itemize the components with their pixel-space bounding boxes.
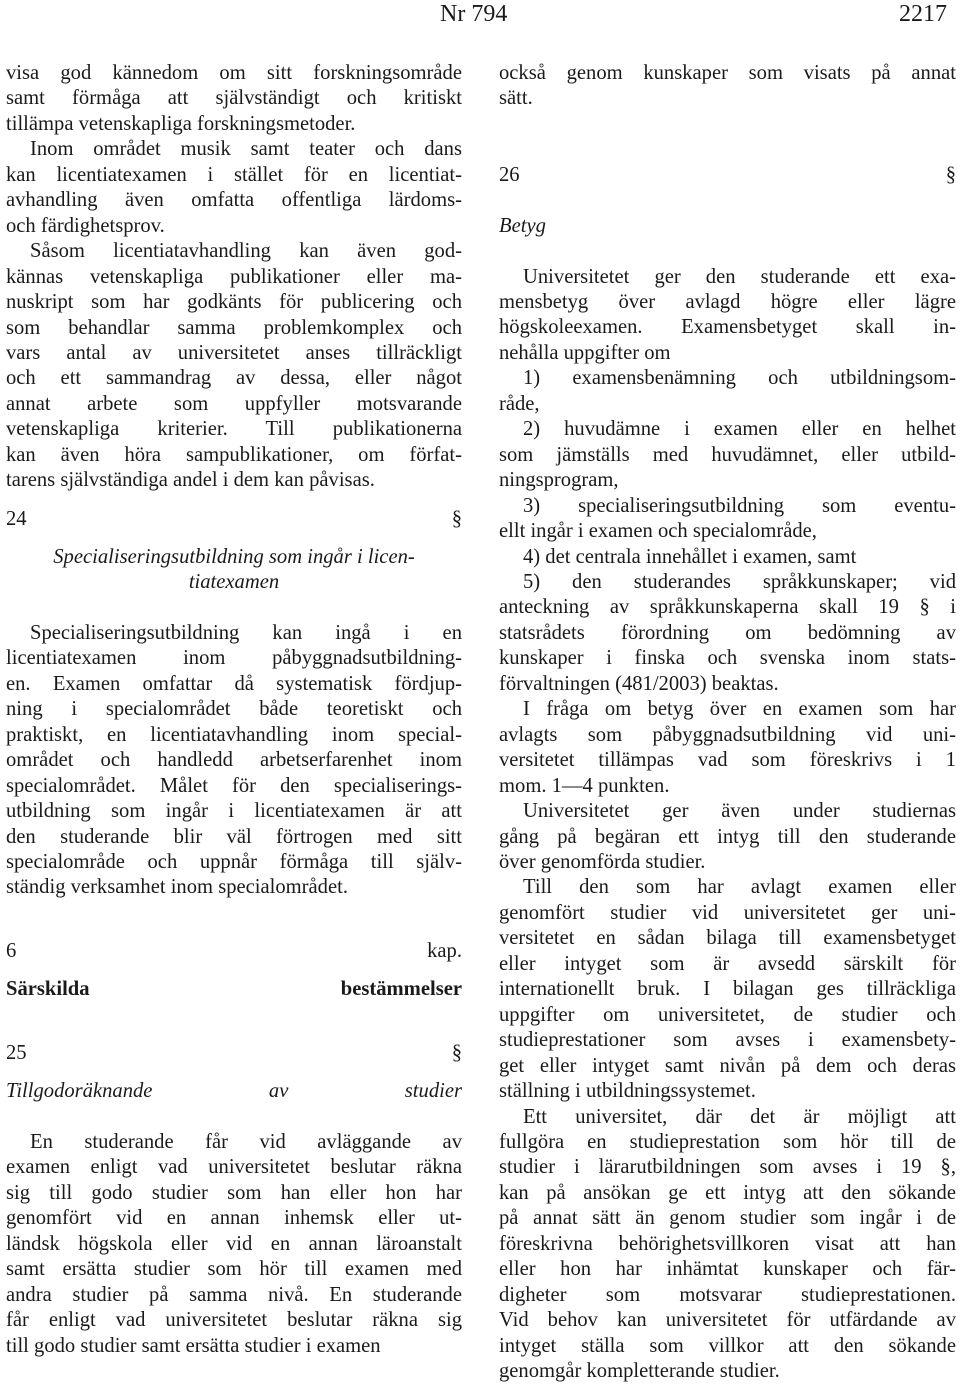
text-line: Universitetet ger även under studiernas xyxy=(523,800,956,823)
text-line: Ett universitet, där det är möjligt att xyxy=(523,1105,956,1128)
text-line: området och handledd arbetserfarenhet inom xyxy=(6,749,462,772)
text-line: som behandlar samma problemkomplex och xyxy=(6,316,462,339)
text-line: studier i lärarutbildningen som avses i 19 §, xyxy=(499,1156,956,1179)
text-line: till godo studier samt ersätta studier i examen xyxy=(6,1334,381,1357)
text-line: och ett sammandrag av dessa, eller något xyxy=(6,367,462,390)
text-line: den studerande blir väl förtrogen med sitt xyxy=(6,825,462,848)
text-line: Vid behov kan universitetet för utfärdande av xyxy=(499,1309,956,1332)
section-24-title xyxy=(6,545,462,596)
text-line: praktiskt, en licentiatavhandling inom special- xyxy=(6,723,462,746)
text-line: kan licentiatexamen i stället för en licentiat- xyxy=(6,163,462,186)
right-column xyxy=(499,61,956,1385)
list-item xyxy=(499,417,956,493)
text-line: avlagts som påbyggnadsutbildning vid uni- xyxy=(499,723,956,746)
text-line: sig till godo studier som han eller hon har xyxy=(6,1181,462,1204)
text-line: kunskaper i finska och svenska inom stats- xyxy=(499,647,956,670)
text-line: tarens självständiga andel i dem kan påvisas. xyxy=(6,469,375,492)
text-line: vetenskapliga kriterier. Till publikationerna xyxy=(6,418,462,441)
text-line: Såsom licentiatavhandling kan även god- xyxy=(30,240,462,263)
section-26-title: Betyg xyxy=(499,214,546,237)
text-line: licentiatexamen inom påbyggnadsutbildning- xyxy=(6,647,462,670)
list-item xyxy=(499,494,956,545)
text-line: annat arbete som uppfyller motsvarande xyxy=(6,392,462,415)
text-line: Inom området musik samt teater och dans xyxy=(30,138,462,161)
text-line: visa god kännedom om sitt forskningsområde xyxy=(6,62,462,84)
left-column xyxy=(6,61,462,1359)
text-line: specialområde och uppnår förmåga till själv- xyxy=(6,851,462,874)
paragraph-continued xyxy=(6,61,462,137)
certificate-contents-list xyxy=(499,366,956,697)
text-line: get eller intyget samt nivån på dem och deras xyxy=(499,1054,956,1077)
text-line: Till den som har avlagt examen eller xyxy=(523,876,956,899)
text-line: specialområdet. Målet för den specialiserings- xyxy=(6,774,462,797)
text-line: avhandling även omfatta offentliga lärdoms- xyxy=(6,189,462,212)
paragraph-postgraduate xyxy=(499,697,956,799)
text-line: samt ersätta studier som hör till examen med xyxy=(6,1258,462,1281)
paragraph-music-theatre xyxy=(6,137,462,239)
text-line: förvaltningen (481/2003) beaktas. xyxy=(499,672,779,695)
text-line: 2) huvudämne i examen eller en helhet xyxy=(523,418,956,441)
text-line: också genom kunskaper som visats på annat xyxy=(499,62,956,84)
text-line: studieprestationer som avses i examensbety- xyxy=(499,1029,956,1052)
text-line: på annat sätt än genom studier som ingår i de xyxy=(499,1207,956,1230)
page-number: 2217 xyxy=(899,1,947,27)
text-line: intyget ställa som villkor att den sökande xyxy=(499,1334,956,1357)
text-line: andra studier på samma nivå. En studerande xyxy=(6,1283,462,1306)
text-line: föreskrivna behörighetsvillkoren visat att han xyxy=(499,1232,956,1255)
text-line: mom. 1—4 punkten. xyxy=(499,774,670,797)
text-line: ellt ingår i examen och specialområde, xyxy=(499,520,817,543)
chapter-title: Särskilda bestämmelser xyxy=(6,978,462,1001)
list-item xyxy=(499,570,956,697)
text-line: 4) det centrala innehållet i examen, samt xyxy=(523,545,857,568)
text-line: tillämpa vetenskapliga forskningsmetoder. xyxy=(6,112,356,135)
text-line: uppgifter om universitetet, de studier och xyxy=(499,1003,956,1026)
text-line: gång på begäran ett intyg till den studerande xyxy=(499,825,956,848)
text-line: kännas vetenskapliga publikationer eller ma- xyxy=(6,265,462,288)
text-line: eller hon har inhämtat kunskaper och fär- xyxy=(499,1258,956,1281)
text-line: Specialiseringsutbildning kan ingå i en xyxy=(30,621,462,644)
text-line: eller intyget som är avsedd särskilt för xyxy=(499,952,956,975)
text-line: examen enligt vad universitetet beslutar räkna xyxy=(6,1156,462,1179)
paragraph-credit-transfer xyxy=(6,1130,462,1359)
text-line: en. Examen omfattar då systematisk fördjup- xyxy=(6,672,462,695)
text-line: råde, xyxy=(499,392,540,415)
text-line: ning i specialområdet både teoretiskt och xyxy=(6,698,462,721)
list-item xyxy=(499,366,956,417)
text-line: genomfört vid en annan inhemsk eller ut- xyxy=(6,1207,462,1230)
text-line: statsrådets förordning om bedömning av xyxy=(499,621,956,644)
section-24-heading: 24 § xyxy=(6,507,462,530)
text-line: mensbetyg över avlagd högre eller lägre xyxy=(499,291,956,314)
list-item xyxy=(499,545,956,570)
section-25-heading: 25 § xyxy=(6,1042,462,1065)
text-line: vars antal av universitetet anses tillräckligt xyxy=(6,341,462,364)
issue-number: Nr 794 xyxy=(440,1,508,27)
text-line: ständig verksamhet inom specialområdet. xyxy=(6,876,348,899)
chapter-heading: 6 kap. xyxy=(6,940,462,963)
text-line: 5) den studerandes språkkunskaper; vid xyxy=(523,571,956,594)
text-line: tiatexamen xyxy=(188,571,280,594)
paragraph-study-certificate xyxy=(499,799,956,875)
text-line: fullgöra en studieprestation som hör till de xyxy=(499,1130,956,1153)
text-line: kan även höra sampublikationer, om förfat- xyxy=(6,443,462,466)
text-line: ningsprogram, xyxy=(499,469,619,492)
text-line: får enligt vad universitetet beslutar räkna sig xyxy=(6,1309,462,1332)
text-line: utbildning som ingår i licentiatexamen är att xyxy=(6,800,462,823)
text-line: ländsk högskola eller vid en annan läroanstalt xyxy=(6,1232,462,1255)
paragraph-continued-right xyxy=(499,61,956,112)
text-line: samt förmåga att självständigt och kritiskt xyxy=(6,87,462,110)
text-line: anteckning av språkkunskaperna skall 19 § i xyxy=(499,596,956,619)
text-line: nehålla uppgifter om xyxy=(499,341,671,364)
text-line: nuskript som har godkänts för publicering och xyxy=(6,291,462,314)
section-26-heading: 26 § xyxy=(499,164,956,187)
text-line: ställning i utbildningssystemet. xyxy=(499,1080,756,1103)
text-line: genomgår kompletterande studier. xyxy=(499,1360,780,1383)
text-line: I fråga om betyg över en examen som har xyxy=(523,698,956,721)
text-line: versitetet tillämpas vad som föreskrivs i 1 xyxy=(499,749,956,772)
text-line: 3) specialiseringsutbildning som eventu- xyxy=(523,494,956,517)
paragraph-degree-certificate xyxy=(499,265,956,367)
text-line: 1) examensbenämning och utbildningsom- xyxy=(523,367,956,390)
text-line: genomfört studier vid universitetet ger uni- xyxy=(499,901,956,924)
section-25-title: Tillgodoräknande av studier xyxy=(6,1080,462,1103)
text-line: digheter som motsvarar studieprestationen. xyxy=(499,1283,956,1306)
text-line: En studerande får vid avläggande av xyxy=(30,1130,462,1153)
paragraph-publications xyxy=(6,239,462,494)
paragraph-teacher-education xyxy=(499,1105,956,1385)
text-line: sätt. xyxy=(499,87,533,110)
text-line: Specialiseringsutbildning som ingår i licen- xyxy=(53,545,415,568)
text-line: kan på ansökan ge ett intyg att den sökande xyxy=(499,1181,956,1204)
text-line: och färdighetsprov. xyxy=(6,214,165,237)
text-line: som jämställs med huvudämnet, eller utbild- xyxy=(499,443,956,466)
paragraph-specialisation xyxy=(6,621,462,901)
text-line: över genomförda studier. xyxy=(499,851,706,873)
paragraph-diploma-supplement xyxy=(499,875,956,1104)
text-line: internationellt bruk. I bilagan ges tillräckliga xyxy=(499,978,956,1001)
text-line: högskoleexamen. Examensbetyget skall in- xyxy=(499,316,956,339)
text-line: Universitetet ger den studerande ett exa- xyxy=(523,265,956,288)
text-line: versitetet en sådan bilaga till examensbetyget xyxy=(499,927,956,950)
